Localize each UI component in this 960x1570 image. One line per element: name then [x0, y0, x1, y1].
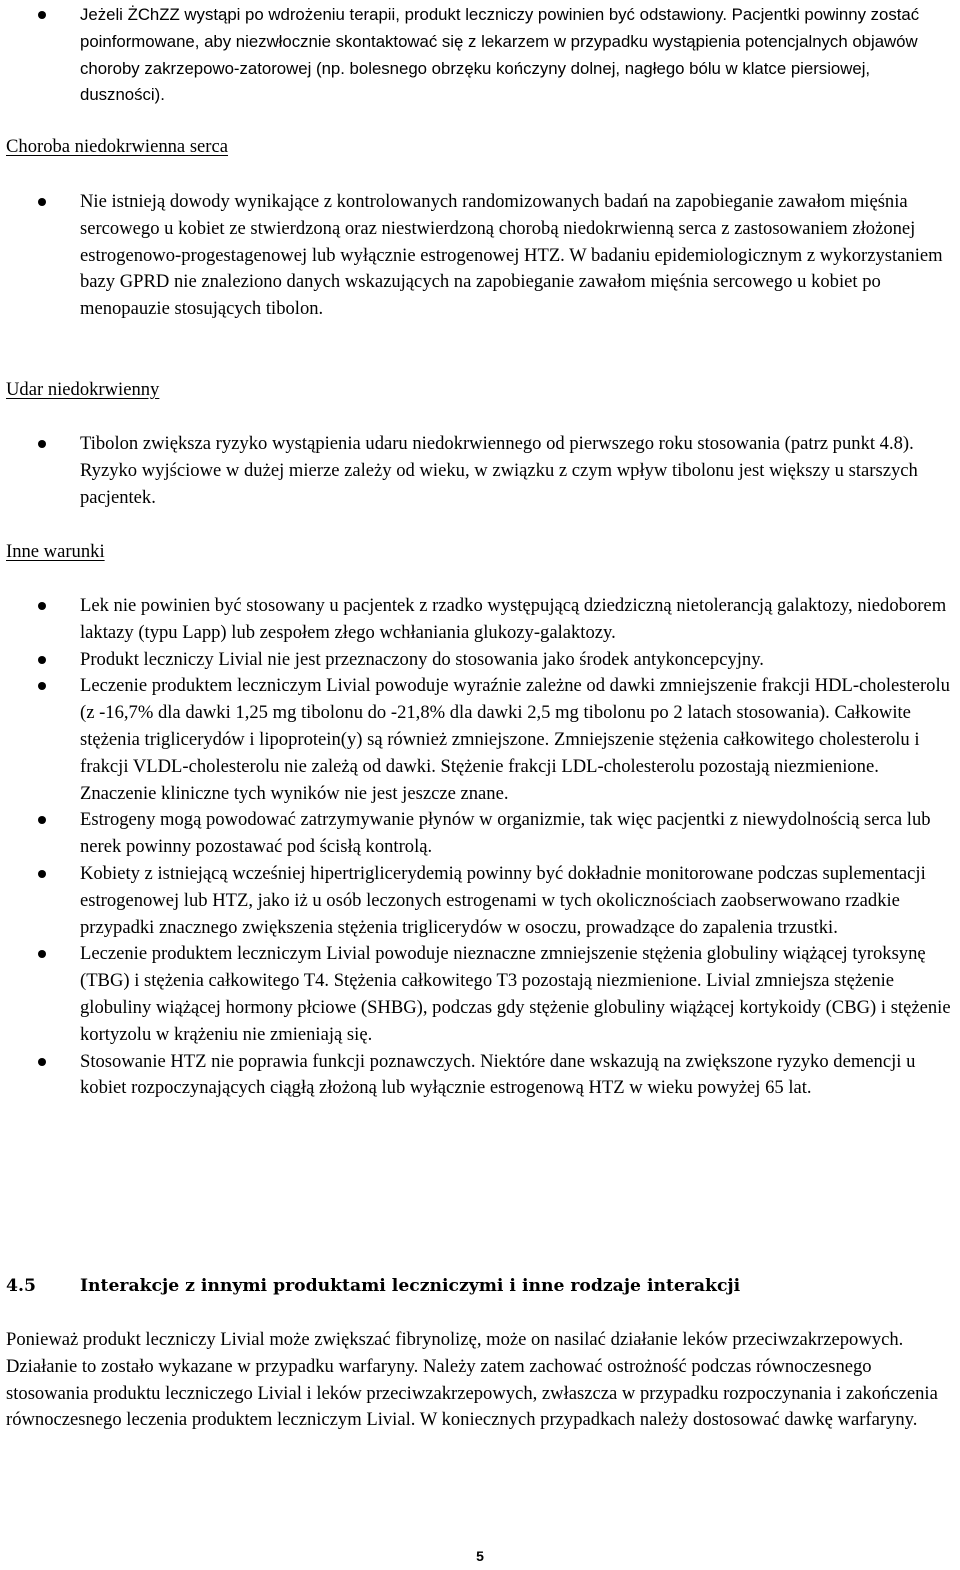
- list-item: [0, 647, 958, 674]
- section-number: 4.5: [6, 1276, 36, 1296]
- list-item: [0, 673, 958, 807]
- section-heading-cad: Choroba niedokrwienna serca: [6, 136, 229, 157]
- bullet-icon: [38, 440, 46, 448]
- list-item: [0, 431, 958, 511]
- section-heading-stroke: Udar niedokrwienny: [6, 379, 160, 400]
- bullet-icon: [38, 950, 46, 958]
- bullet-icon: [38, 870, 46, 878]
- section-title: Interakcje z innymi produktami leczniczymi i inne rodzaje interakcji: [80, 1276, 741, 1296]
- bullet-icon: [38, 11, 46, 19]
- list-item: [0, 2, 958, 109]
- list-item-text: Leczenie produktem leczniczym Livial powoduje wyraźnie zależne od dawki zmniejszenie frakcji HDL-cholesterolu (z -16,7% dla dawki 1,25 mg tibolonu do -21,8% dla dawki 2,5 mg tibolonu po 2 latach stosowania). Całkowite stężenia triglicerydów i lipoprotein(y) są również zmniejszone. Zmniejszenie stężenia całkowitego cholesterolu i frakcji VLDL-cholesterolu nie zależą od dawki. Stężenie frakcji LDL-cholesterolu pozostają niezmienione. Znaczenie kliniczne tych wyników nie jest jeszcze znane.: [80, 675, 950, 804]
- section-heading-other: Inne warunki: [6, 541, 105, 562]
- list-item: [0, 189, 958, 323]
- bullet-icon: [38, 656, 46, 664]
- list-item: [0, 807, 958, 861]
- bullet-icon: [38, 816, 46, 824]
- list-item-text: Nie istnieją dowody wynikające z kontrolowanych randomizowanych badań na zapobieganie zawałom mięśnia sercowego u kobiet ze stwierdzoną oraz niestwierdzoną chorobą niedokrwienną serca z zastosowaniem złożonej estrogenowo-progestagenowej lub wyłącznie estrogenowej HTZ. W badaniu epidemiologicznym z wykorzystaniem bazy GPRD nie znaleziono danych wskazujących na zapobieganie zawałom mięśnia sercowego u kobiet po menopauzie stosujących tibolon.: [80, 191, 943, 320]
- list-item-text: Produkt leczniczy Livial nie jest przeznaczony do stosowania jako środek antykoncepcyjny.: [80, 648, 764, 670]
- list-item: [0, 861, 958, 941]
- list-item: [0, 593, 958, 647]
- stroke-bullet-list: [0, 431, 958, 511]
- cad-bullet-list: [0, 189, 958, 323]
- bullet-icon: [38, 682, 46, 690]
- list-item-text: Estrogeny mogą powodować zatrzymywanie płynów w organizmie, tak więc pacjentki z niewydolnością serca lub nerek powinny pozostawać pod ścisłą kontrolą.: [80, 809, 931, 858]
- page-number: 5: [476, 1548, 484, 1564]
- list-item-text: Lek nie powinien być stosowany u pacjentek z rzadko występującą dziedziczną nietolerancją galaktozy, niedoborem laktazy (typu Lapp) lub zespołem złego wchłaniania glukozy-galaktozy.: [80, 595, 947, 643]
- section-4-5-heading: [6, 1273, 740, 1299]
- list-item: [0, 941, 958, 1048]
- list-item-text: Jeżeli ŻChZZ wystąpi po wdrożeniu terapii, produkt leczniczy powinien być odstawiony. Pacjentki powinny zostać poinformowane, aby niezwłocznie skontaktować się z lekarzem w przypadku wystąpienia potencjalnych objawów choroby zakrzepowo-zatorowej (np. bolesnego obrzęku kończyny dolnej, nagłego bólu w klatce piersiowej, duszności).: [80, 5, 920, 105]
- list-item: [0, 1049, 958, 1103]
- list-item-text: Leczenie produktem leczniczym Livial powoduje nieznaczne zmniejszenie stężenia globuliny wiążącej tyroksynę (TBG) i stężenia całkowitego T4. Stężenia całkowitego T3 pozostają niezmienione. Livial zmniejsza stężenie globuliny wiążącej hormony płciowe (SHBG), podczas gdy stężenie globuliny wiążącej kortykoidy (CBG) i stężenie kortyzolu w krążeniu nie zmieniają się.: [80, 943, 951, 1045]
- bullet-icon: [38, 198, 46, 206]
- bullet-icon: [38, 1058, 46, 1066]
- other-bullet-list: [0, 593, 958, 1102]
- section-4-5-paragraph: Ponieważ produkt leczniczy Livial może zwiększać fibrynolizę, może on nasilać działanie leków przeciwzakrzepowych. Działanie to zostało wykazane w przypadku warfaryny. Należy zatem zachować ostrożność podczas równoczesnego stosowania produktu leczniczego Livial i leków przeciwzakrzepowych, zwłaszcza w przypadku rozpoczynania i zakończenia równoczesnego leczenia produktem leczniczym Livial. W koniecznych przypadkach należy dostosować dawkę warfaryny.: [6, 1329, 938, 1431]
- list-item-text: Stosowanie HTZ nie poprawia funkcji poznawczych. Niektóre dane wskazują na zwiększone ryzyko demencji u kobiet rozpoczynających ciągłą złożoną lub wyłącznie estrogenową HTZ w wieku powyżej 65 lat.: [80, 1050, 916, 1099]
- list-item-text: Tibolon zwiększa ryzyko wystąpienia udaru niedokrwiennego od pierwszego roku stosowania (patrz punkt 4.8). Ryzyko wyjściowe w dużej mierze zależy od wieku, w związku z czym wpływ tibolonu jest większy u starszych pacjentek.: [80, 433, 918, 508]
- bullet-icon: [38, 602, 46, 610]
- top-bullet-list: [0, 2, 958, 109]
- list-item-text: Kobiety z istniejącą wcześniej hipertriglicerydemią powinny być dokładnie monitorowane podczas suplementacji estrogenowej lub HTZ, jako iż u osób leczonych estrogenami w tych okolicznościach zaobserwowano rzadkie przypadki znacznego zwiększenia stężenia triglicerydów w osoczu, prowadzące do zapalenia trzustki.: [80, 862, 926, 938]
